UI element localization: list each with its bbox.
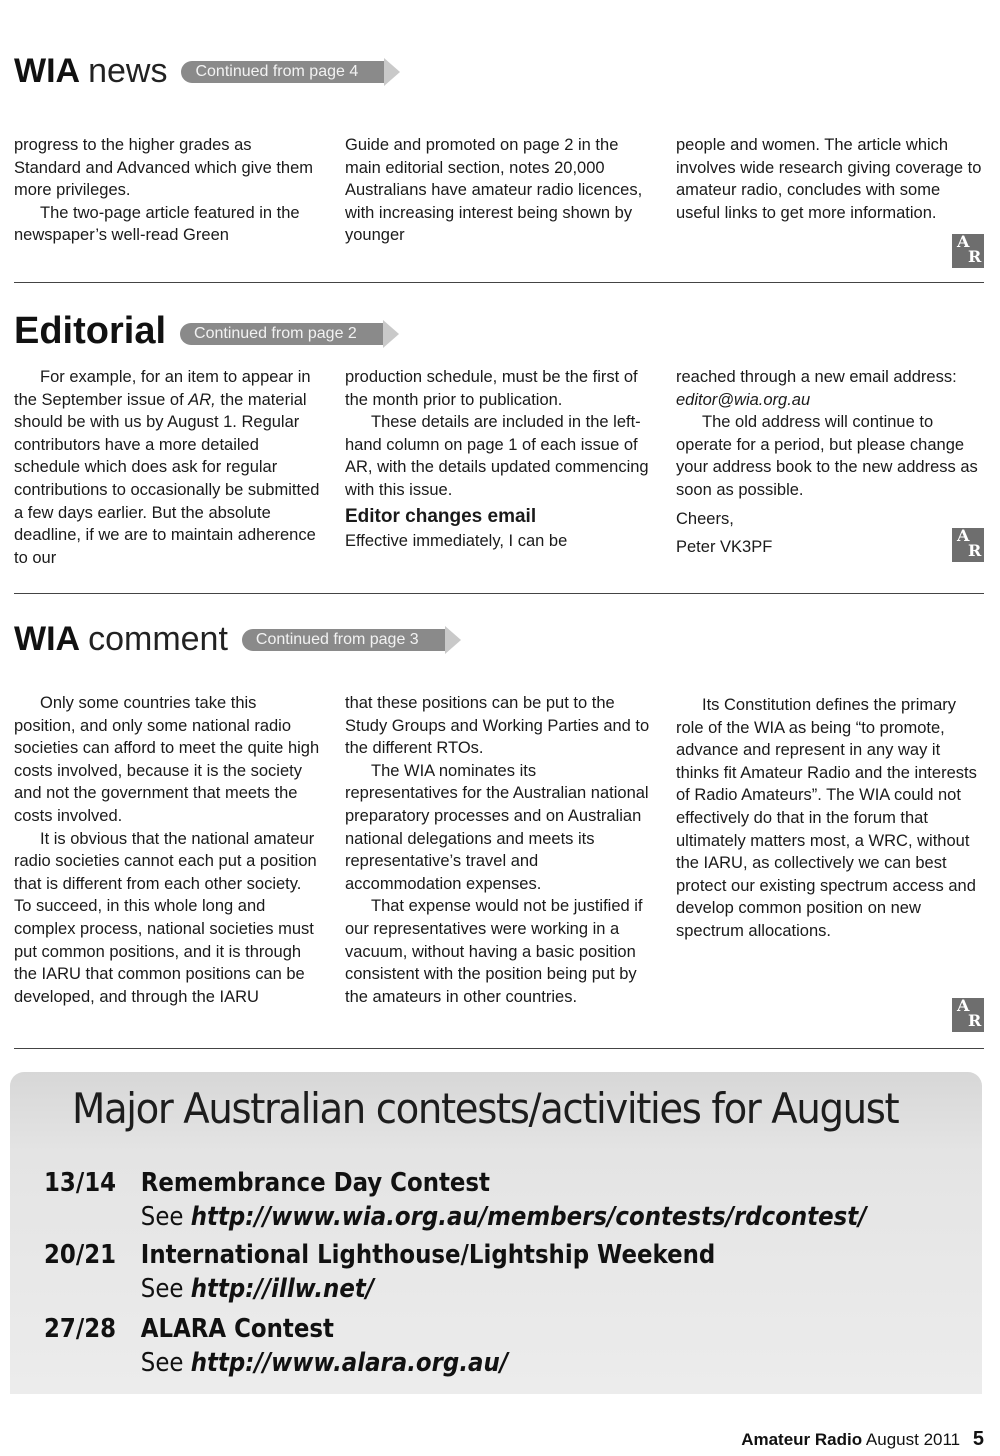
text-columns [14, 366, 984, 569]
contest-name: ALARA Contest [140, 1314, 334, 1344]
contest-link[interactable]: http://www.wia.org.au/members/contests/rdcontest/ [190, 1202, 867, 1232]
ar-logo-icon: A R [952, 998, 984, 1032]
paragraph: people and women. The article which involves wide research giving coverage to amateur radio, concludes with some useful links to get more information. [676, 136, 982, 222]
contest-dates: 27/28 [44, 1314, 117, 1344]
wia-news-section [14, 52, 984, 292]
section-heading [14, 52, 384, 91]
heading-bold: Editorial [14, 310, 167, 352]
column-2 [345, 134, 653, 247]
contest-link[interactable]: http://illw.net/ [190, 1274, 375, 1304]
editorial-section [14, 310, 984, 600]
column-3 [676, 692, 984, 1008]
column-2 [345, 692, 653, 1008]
contests-title: Major Australian contests/activities for August [72, 1084, 899, 1133]
contest-dates: 20/21 [44, 1240, 117, 1270]
paragraph: For example, for an item to appear in the September issue of AR, the material should be with us by August 1. Regular contributors have a more detailed schedule which does ask for regular contributions to occasionally be submitted a few days earlier. But the absolute deadline, if we are to maintain adherence to our [14, 368, 320, 567]
closing: Cheers, [676, 509, 734, 528]
contest-item [44, 1314, 509, 1378]
paragraph: It is obvious that the national amateur radio societies cannot each put a position that is different from each other society. To succeed, in this whole long and complex process, national societies must put common positions, and it is through the IARU that common positions can be developed, and through the IARU [14, 829, 317, 1006]
paragraph: Guide and promoted on page 2 in the main editorial section, notes 20,000 Australians have amateur radio licences, with increasing interest being shown by younger [345, 136, 643, 245]
paragraph: Effective immediately, I can be [345, 532, 568, 551]
paragraph: reached through a new email address: editor@wia.org.au [676, 368, 957, 409]
ar-logo-icon: A R [952, 234, 984, 268]
column-1 [14, 366, 322, 569]
section-heading [14, 620, 445, 659]
heading-bold: WIA [14, 620, 81, 658]
paragraph: progress to the higher grades as Standard and Advanced which give them more privileges. [14, 136, 314, 200]
heading-light: comment [88, 620, 228, 658]
paragraph: that these positions can be put to the Study Groups and Working Parties and to the different RTOs. [345, 694, 650, 758]
column-3 [676, 134, 984, 247]
column-1 [14, 692, 322, 1008]
section-divider [14, 282, 984, 283]
paragraph: These details are included in the left-hand column on page 1 of each issue of AR, with the details updated commencing with this issue. [345, 413, 649, 499]
column-3 [676, 366, 984, 569]
continued-tab: Continued from page 4 [181, 61, 384, 83]
contest-link-line: See http://www.alara.org.au/ [140, 1348, 509, 1378]
publication-name: Amateur Radio [741, 1430, 863, 1449]
paragraph: Only some countries take this position, and only some national radio societies can afford to meet the quite high costs involved, because it is the society and not the government that meets the costs involved. [14, 694, 320, 825]
continued-tab: Continued from page 2 [180, 323, 383, 345]
paragraph: The two-page article featured in the newspaper’s well-read Green [14, 203, 300, 245]
heading-bold: WIA [14, 52, 81, 90]
paragraph: The old address will continue to operate for a period, but please change your address book to the new address as soon as possible. [676, 413, 978, 499]
text-columns [14, 692, 984, 1008]
contest-link-line: See http://www.wia.org.au/members/contests/rdcontest/ [140, 1202, 867, 1232]
column-1 [14, 134, 322, 247]
email-address: editor@wia.org.au [676, 390, 811, 409]
wia-comment-section [14, 620, 984, 1052]
page-number: 5 [972, 1428, 984, 1450]
contest-link[interactable]: http://www.alara.org.au/ [190, 1348, 509, 1378]
continued-tab: Continued from page 3 [242, 629, 445, 651]
paragraph: That expense would not be justified if our representatives were working in a vacuum, without having a basic position consistent with the position being put by the amateurs in other countries. [345, 897, 643, 1006]
text-columns [14, 134, 984, 247]
section-divider [14, 593, 984, 594]
page-footer [741, 1428, 984, 1451]
issue-date: August 2011 [865, 1430, 961, 1449]
contest-item [44, 1240, 716, 1304]
contest-link-line: See http://illw.net/ [140, 1274, 375, 1304]
contest-name: International Lighthouse/Lightship Weekend [140, 1240, 716, 1270]
ar-logo-icon: A R [952, 528, 984, 562]
section-heading [14, 310, 383, 353]
contest-dates: 13/14 [44, 1168, 117, 1198]
contest-name: Remembrance Day Contest [140, 1168, 490, 1198]
heading-light: news [88, 52, 168, 90]
section-divider [14, 1048, 984, 1049]
column-2 [345, 366, 653, 569]
paragraph: production schedule, must be the first of the month prior to publication. [345, 368, 638, 409]
signature: Peter VK3PF [676, 538, 773, 557]
paragraph: Its Constitution defines the primary role of the WIA as being “to promote, advance and represent in any way it thinks fit Amateur Radio and the interests of Radio Amateurs”. The WIA could not effectively do that in the forum that ultimately matters most, a WRC, without the IARU, as collectively we can best protect our existing spectrum access and develop common position on new spectrum allocations. [676, 696, 977, 940]
subheading: Editor changes email [345, 505, 537, 527]
paragraph: The WIA nominates its representatives for the Australian national preparatory processes and on Australian national delegations and meets its representative’s travel and accommodation expenses. [345, 761, 649, 893]
contests-box [10, 1072, 982, 1394]
contest-item [44, 1168, 867, 1232]
